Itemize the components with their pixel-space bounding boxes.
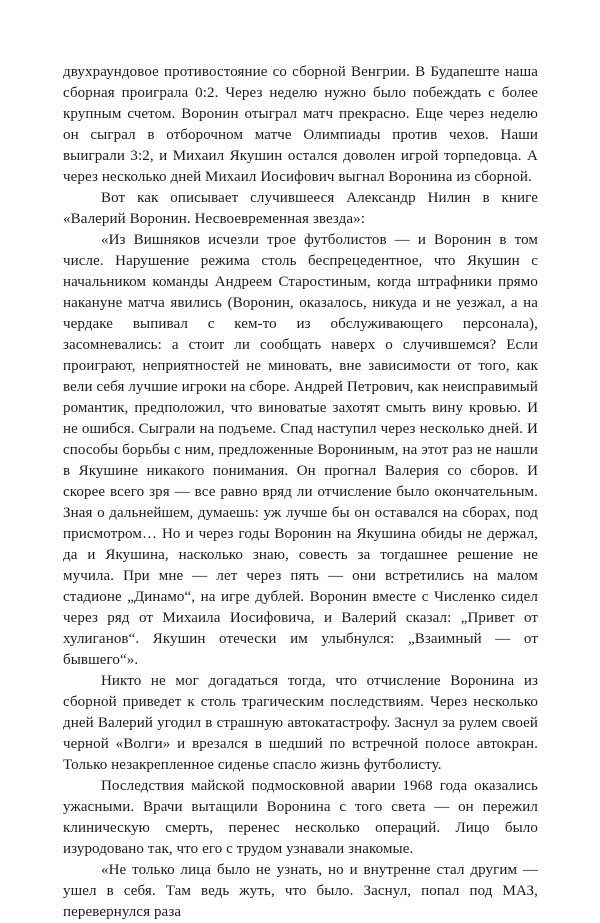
paragraph: Никто не мог догадаться тогда, что отчисление Воронина из сборной приведет к столь трагическим последствиям. Через несколько дней Валерий угодил в страшную автокатастрофу. Заснул за рулем своей черной «Волги» и врезался в шедший по встречной полосе автокран. Только незакрепленное сиденье спасло жизнь футболисту. bbox=[63, 673, 538, 773]
paragraph: Вот как описывает случившееся Александр Нилин в книге «Валерий Воронин. Несвоевременная звезда»: bbox=[63, 190, 538, 227]
paragraph: Последствия майской подмосковной аварии 1968 года оказались ужасными. Врачи вытащили Воронина с того света — он пережил клиническую смерть, перенес несколько операций. Лицо было изуродовано так, что его с трудом узнавали знакомые. bbox=[63, 778, 538, 857]
paragraph-quote-truncated: «Не только лица было не узнать, но и внутренне стал другим — ушел в себя. Там ведь жуть, что было. Заснул, попал под МАЗ, перевернулся раза bbox=[63, 862, 538, 920]
page-text-block bbox=[63, 62, 538, 923]
paragraph-quote: «Из Вишняков исчезли трое футболистов — и Воронин в том числе. Нарушение режима столь беспрецедентное, что Якушин с начальником команды Андреем Старостиным, когда штрафники прямо накануне матча явились (Воронин, оказалось, никуда и не уезжал, а на чердаке выпивал с кем-то из обслуживающего персонала), засомневались: а стоит ли сообщать наверх о случившемся? Если проиграют, неприятностей не миновать, вне зависимости от того, как вели себя лучшие игроки на сборе. Андрей Петрович, как неисправимый романтик, предположил, что виноватые захотят смыть вину кровью. И не ошибся. Сыграли на подъеме. Спад наступил через несколько дней. И способы борьбы с ним, предложенные Ворониным, на этот раз не нашли в Якушине никакого понимания. Он прогнал Валерия со сборов. И скорее всего зря — все равно вряд ли отчисление было окончательным. Зная о дальнейшем, думаешь: уж лучше бы он оставался на сборах, под присмотром… Но и через годы Воронин на Якушина обиды не держал, да и Якушина, насколько знаю, совесть за тогдашнее решение не мучила. При мне — лет через пять — они встретились на малом стадионе „Динамо“, на игре дублей. Воронин вместе с Численко сидел через ряд от Михаила Иосифовича, и Валерий сказал: „Привет от хулиганов“. Якушин отечески им улыбнулся: „Взаимный — от бывшего“». bbox=[63, 232, 538, 668]
paragraph-continuation: двухраундовое противостояние со сборной Венгрии. В Будапеште наша сборная проиграла 0:2. Через неделю нужно было побеждать с более крупным счетом. Воронин отыграл матч прекрасно. Еще через неделю он сыграл в отборочном матче Олимпиады против чехов. Наши выиграли 3:2, и Михаил Якушин остался доволен игрой торпедовца. А через несколько дней Михаил Иосифович выгнал Воронина из сборной. bbox=[63, 64, 538, 185]
